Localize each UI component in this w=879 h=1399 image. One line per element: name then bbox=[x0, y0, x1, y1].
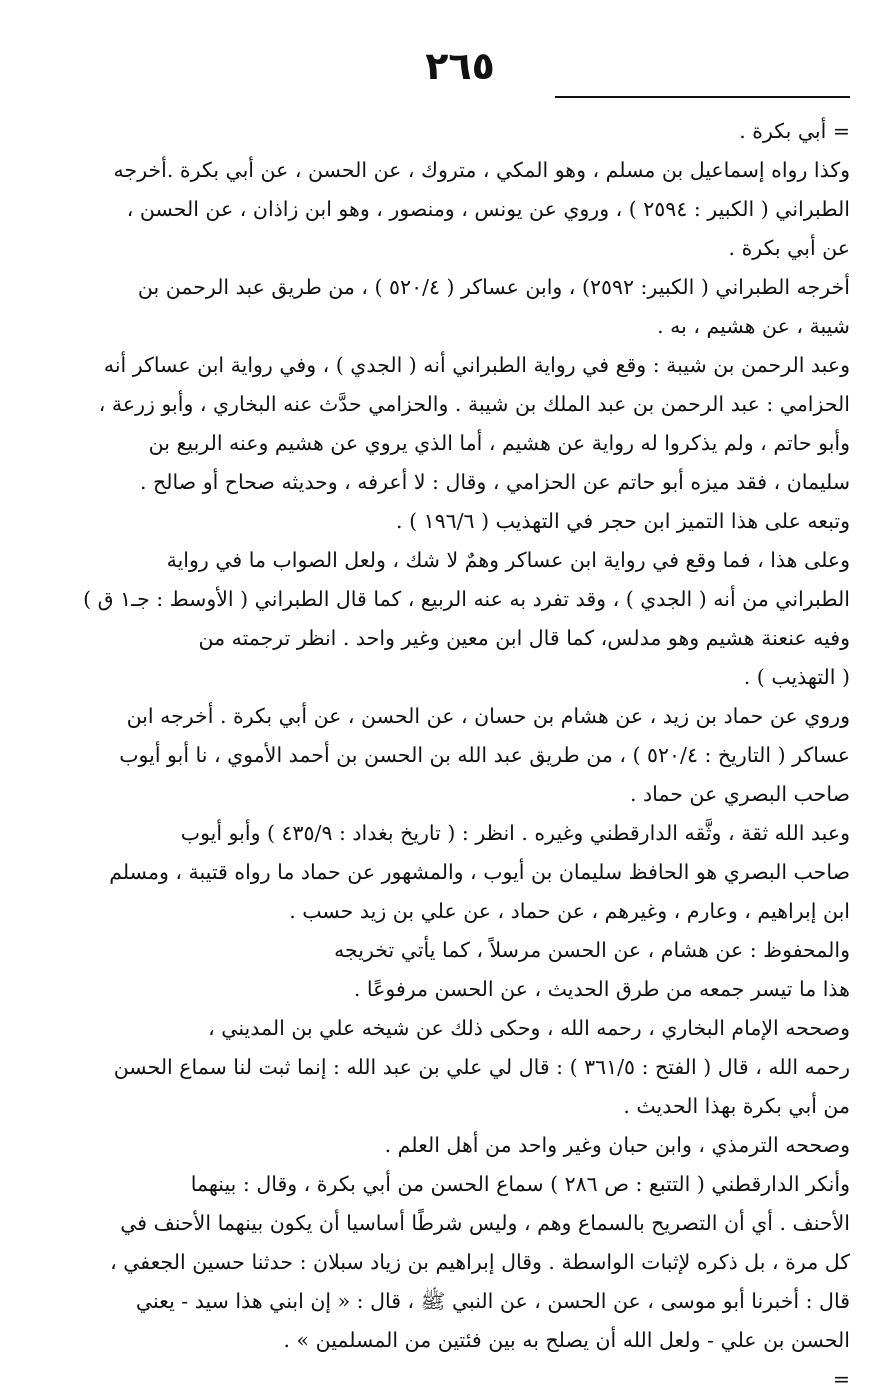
text-line: ( التهذيب ) . bbox=[743, 665, 850, 689]
text-line: هذا ما تيسر جمعه من طرق الحديث ، عن الحسن مرفوعًا . bbox=[353, 977, 850, 1001]
text-line: عساكر ( التاريخ : ٥٢٠/٤ ) ، من طريق عبد الله بن الحسن بن أحمد الأموي ، نا أبو أيوب bbox=[119, 743, 850, 767]
text-line: وصححه الترمذي ، وابن حبان وغير واحد من أهل العلم . bbox=[384, 1133, 850, 1157]
page-body bbox=[72, 112, 850, 1399]
text-line: الحسن بن علي - ولعل الله أن يصلح به بين فئتين من المسلمين » . bbox=[283, 1328, 850, 1352]
text-line: صاحب البصري عن حماد . bbox=[629, 782, 850, 806]
text-line: وفيه عنعنة هشيم وهو مدلس، كما قال ابن معين وغير واحد . انظر ترجمته من bbox=[198, 626, 850, 650]
text-line: كل مرة ، بل ذكره لإثبات الواسطة . وقال إبراهيم بن زياد سبلان : حدثنا حسين الجعفي ، bbox=[110, 1250, 850, 1274]
text-line: = bbox=[832, 1367, 850, 1391]
text-line: وعبد الرحمن بن شيبة : وقع في رواية الطبراني أنه ( الجدي ) ، وفي رواية ابن عساكر أنه bbox=[103, 353, 850, 377]
text-line: وتبعه على هذا التميز ابن حجر في التهذيب ( ١٩٦/٦ ) . bbox=[396, 509, 850, 533]
text-line: = أبي بكرة . bbox=[739, 119, 850, 143]
header-rule bbox=[555, 96, 850, 98]
text-line: من أبي بكرة بهذا الحديث . bbox=[623, 1094, 850, 1118]
text-line: وعبد الله ثقة ، وثَّقه الدارقطني وغيره . انظر : ( تاريخ بغداد : ٤٣٥/٩ ) وأبو أيوب bbox=[180, 821, 850, 845]
text-line: الطبراني من أنه ( الجدي ) ، وقد تفرد به عنه الربيع ، كما قال الطبراني ( الأوسط : جـ١ ق ) bbox=[83, 587, 850, 611]
text-line: الحزامي : عبد الرحمن بن عبد الملك بن شيبة . والحزامي حدَّث عنه البخاري ، وأبو زرعة ، bbox=[98, 392, 850, 416]
text-line: والمحفوظ : عن هشام ، عن الحسن مرسلاً ، كما يأتي تخريجه bbox=[334, 938, 850, 962]
text-line: أخرجه الطبراني ( الكبير: ٢٥٩٢) ، وابن عساكر ( ٥٢٠/٤ ) ، من طريق عبد الرحمن بن bbox=[137, 275, 850, 299]
text-line: سليمان ، فقد ميزه أبو حاتم عن الحزامي ، وقال : لا أعرفه ، وحديثه صحاح أو صالح . bbox=[140, 470, 850, 494]
text-line: صاحب البصري هو الحافظ سليمان بن أيوب ، والمشهور عن حماد ما رواه قتيبة ، ومسلم bbox=[109, 860, 850, 884]
text-line: ابن إبراهيم ، وعارم ، وغيرهم ، عن حماد ، عن علي بن زيد حسب . bbox=[289, 899, 850, 923]
text-line: الأحنف . أي أن التصريح بالسماع وهم ، وليس شرطًا أساسيا أن يكون بينهما الأحنف في bbox=[120, 1211, 850, 1235]
text-line: وعلى هذا ، فما وقع في رواية ابن عساكر وهمٌ لا شك ، ولعل الصواب ما في رواية bbox=[166, 548, 850, 572]
text-line: وكذا رواه إسماعيل بن مسلم ، وهو المكي ، متروك ، عن الحسن ، عن أبي بكرة .أخرجه bbox=[113, 158, 850, 182]
text-line: الطبراني ( الكبير : ٢٥٩٤ ) ، وروي عن يونس ، ومنصور ، وهو ابن زاذان ، عن الحسن ، bbox=[126, 197, 850, 221]
text-line: وصححه الإمام البخاري ، رحمه الله ، وحكى ذلك عن شيخه علي بن المديني ، bbox=[208, 1016, 850, 1040]
text-line: وأنكر الدارقطني ( التتبع : ص ٢٨٦ ) سماع الحسن من أبي بكرة ، وقال : بينهما bbox=[190, 1172, 850, 1196]
text-line: شيبة ، عن هشيم ، به . bbox=[657, 314, 850, 338]
page-number: ٢٦٥ bbox=[425, 44, 495, 88]
text-line: وأبو حاتم ، ولم يذكروا له رواية عن هشيم ، أما الذي يروي عن هشيم وعنه الربيع بن bbox=[148, 431, 850, 455]
text-line: وروي عن حماد بن زيد ، عن هشام بن حسان ، عن الحسن ، عن أبي بكرة . أخرجه ابن bbox=[126, 704, 850, 728]
text-line: رحمه الله ، قال ( الفتح : ٣٦١/٥ ) : قال لي علي بن عبد الله : إنما ثبت لنا سماع الحسن bbox=[113, 1055, 850, 1079]
text-line: عن أبي بكرة . bbox=[728, 236, 850, 260]
text-line: قال : أخبرنا أبو موسى ، عن الحسن ، عن النبي ﷺ ، قال : « إن ابني هذا سيد - يعني bbox=[135, 1289, 850, 1313]
